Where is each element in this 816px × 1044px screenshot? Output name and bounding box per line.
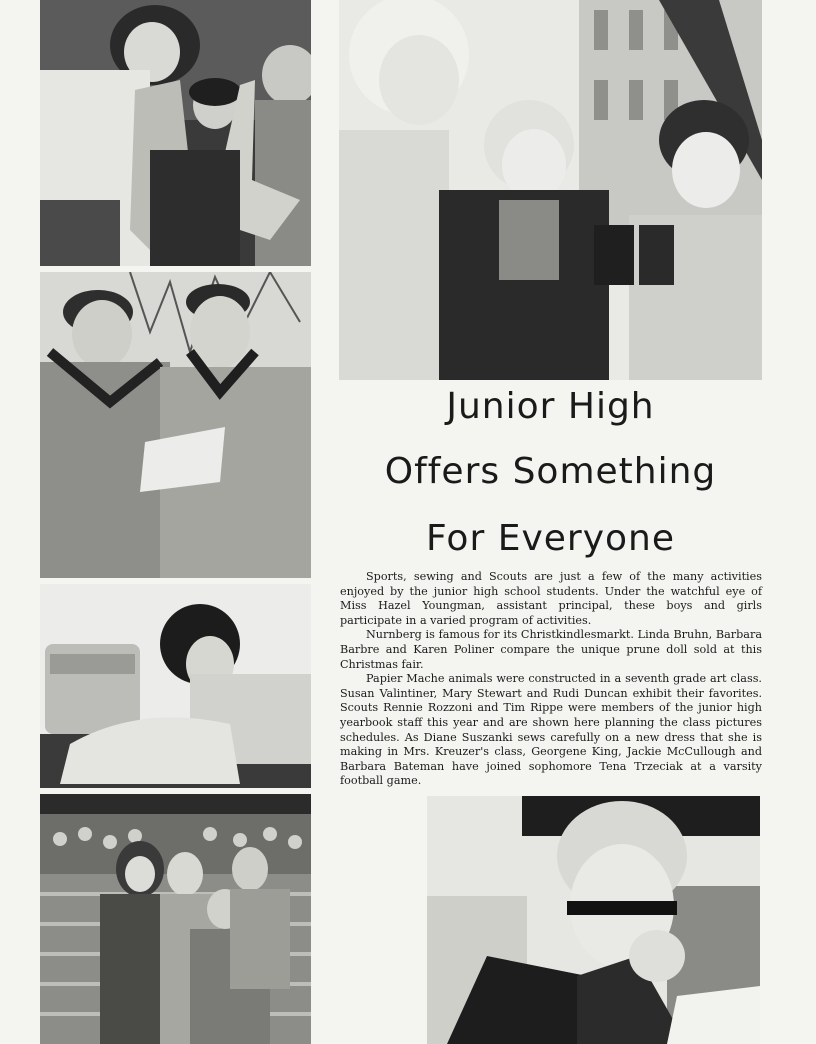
paragraph-2: Nurnberg is famous for its Christkindlesmarkt. Linda Bruhn, Barbara Barbre and Karen Poliner compare the unique prune doll sold at this Christmas fair. [340,628,762,671]
article-body [340,570,762,789]
headline-line-3: For Everyone [426,518,675,559]
photo-papier-mache-animals [40,0,311,266]
paragraph-1: Sports, sewing and Scouts are just a few of the many activities enjoyed by the junior high school students. Under the watchful eye of Miss Hazel Youngman, assistant principal, these boys and girls participate in a varied program of activities. [340,570,762,627]
photo-assistant-principal [427,796,760,1044]
photo-sewing-class [40,584,311,788]
paragraph-3: Papier Mache animals were constructed in a seventh grade art class. Susan Valintiner, Mary Stewart and Rudi Duncan exhibit their favorites. Scouts Rennie Rozzoni and Tim Rippe were members of the junior high yearbook staff this year and are shown here planning the class pictures schedules. As Diane Suszanki sews carefully on a new dress that she is making in Mrs. Kreuzer's class, Georgene King, Jackie McCullough and Barbara Bateman have joined sophomore Tena Trzeciak at a varsity football game. [340,672,762,788]
photo-scouts-planning [40,272,311,578]
headline-line-2: Offers Something [384,451,717,492]
photo-football-game-spectators [40,794,311,1044]
headline-line-1: Junior High [446,386,655,427]
photo-prune-dolls [339,0,762,380]
